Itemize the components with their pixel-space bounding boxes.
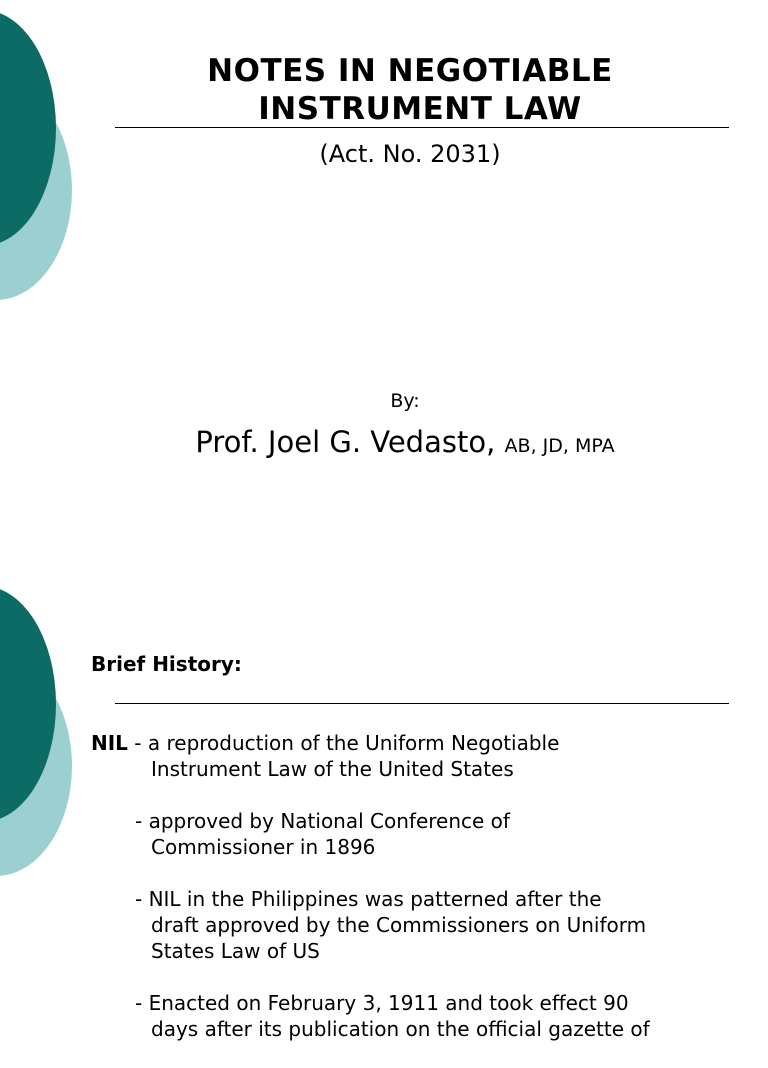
- item-text: - Enacted on February 3, 1911 and took effect 90: [135, 991, 629, 1015]
- item-text-continued: draft approved by the Commissioners on Uniform: [151, 913, 647, 937]
- heading-underline: [115, 703, 729, 704]
- item-text-continued: Instrument Law of the United States: [151, 757, 514, 781]
- author-line: [100, 424, 710, 464]
- item-text-continued: States Law of US: [151, 939, 320, 963]
- list-item: [91, 808, 731, 860]
- list-item: [91, 990, 731, 1042]
- author-credentials: AB, JD, MPA: [504, 435, 615, 457]
- title-line-2: INSTRUMENT LAW: [258, 91, 582, 127]
- item-text: - a reproduction of the Uniform Negotiable: [127, 731, 560, 755]
- item-text-continued: Commissioner in 1896: [151, 835, 376, 859]
- history-slide: [0, 576, 768, 1041]
- item-text: - NIL in the Philippines was patterned after the: [135, 887, 602, 911]
- slide-subtitle: (Act. No. 2031): [319, 140, 501, 168]
- title-line-1: NOTES IN NEGOTIABLE: [207, 53, 613, 89]
- item-text-continued: days after its publication on the official gazette of: [151, 1017, 650, 1041]
- history-content: [91, 730, 731, 1068]
- slide-title: [110, 52, 710, 128]
- list-item: [91, 886, 731, 964]
- section-heading: Brief History:: [91, 652, 242, 676]
- item-text: - approved by National Conference of: [135, 809, 510, 833]
- list-item: [91, 730, 731, 782]
- title-underline: [115, 127, 729, 128]
- author-name: Prof. Joel G. Vedasto,: [195, 425, 496, 459]
- nil-term: NIL: [91, 731, 128, 755]
- by-label: By:: [390, 390, 420, 412]
